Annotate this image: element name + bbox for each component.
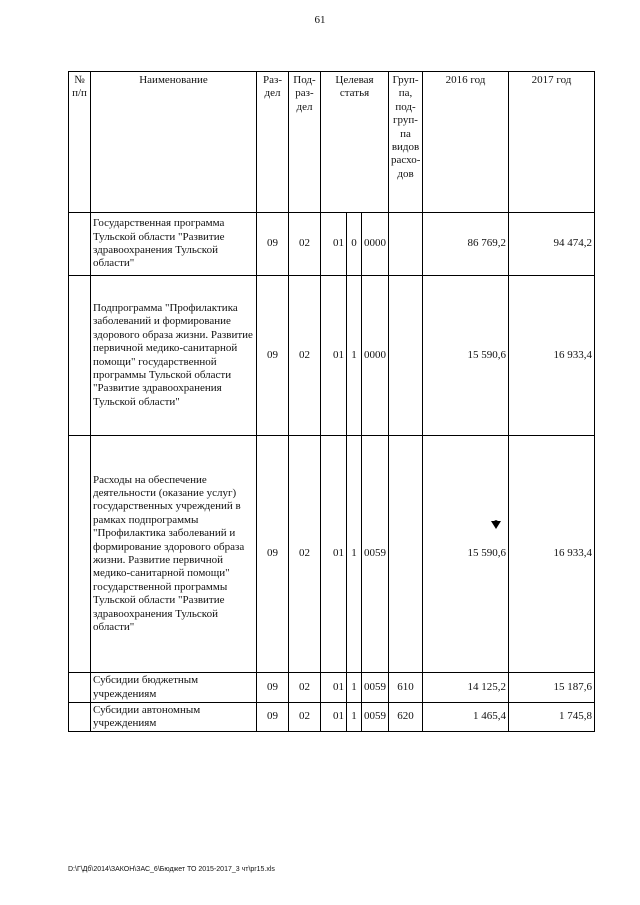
row-name: Расходы на обеспечение деятельности (оказание услуг) государственных учреждений в рамках подпрограммы "Профилактика заболеваний и формирование здорового образа жизни. Развитие первичной медико-санитарной помощи" государственной программы Тульской области "Развитие здравоохранения Тульской области" <box>91 436 257 673</box>
row-target-subprogram: 0 <box>347 213 362 276</box>
row-target-program: 01 <box>321 703 347 732</box>
header-name: Наименование <box>91 72 257 213</box>
row-expense-group <box>389 213 423 276</box>
row-amount-2017: 15 187,6 <box>509 673 595 703</box>
row-target-subprogram: 1 <box>347 703 362 732</box>
row-num <box>69 276 91 436</box>
table-row <box>69 436 595 673</box>
row-target-direction: 0000 <box>362 213 389 276</box>
row-target-direction: 0000 <box>362 276 389 436</box>
row-num <box>69 436 91 673</box>
row-name: Субсидии бюджетным учреждениям <box>91 673 257 703</box>
row-amount-2017: 1 745,8 <box>509 703 595 732</box>
row-subsection: 02 <box>289 703 321 732</box>
row-subsection: 02 <box>289 673 321 703</box>
row-target-subprogram: 1 <box>347 436 362 673</box>
row-amount-2016: 1 465,4 <box>423 703 509 732</box>
header-target-article: Целевая статья <box>321 72 389 213</box>
row-target-direction: 0059 <box>362 436 389 673</box>
row-amount-2016: 15 590,6 <box>423 276 509 436</box>
row-target-subprogram: 1 <box>347 673 362 703</box>
header-subsection: Под-раз-дел <box>289 72 321 213</box>
row-subsection: 02 <box>289 213 321 276</box>
row-section: 09 <box>257 436 289 673</box>
row-amount-2016: 14 125,2 <box>423 673 509 703</box>
header-year-2016: 2016 год <box>423 72 509 213</box>
row-target-subprogram: 1 <box>347 276 362 436</box>
row-target-program: 01 <box>321 276 347 436</box>
row-name: Государственная программа Тульской области "Развитие здравоохранения Тульской области" <box>91 213 257 276</box>
table-header-row <box>69 72 595 213</box>
row-num <box>69 673 91 703</box>
table-row <box>69 213 595 276</box>
scan-mark-icon <box>490 520 502 530</box>
row-expense-group: 620 <box>389 703 423 732</box>
header-year-2017: 2017 год <box>509 72 595 213</box>
row-amount-2016: 15 590,6 <box>423 436 509 673</box>
header-section: Раз-дел <box>257 72 289 213</box>
row-subsection: 02 <box>289 276 321 436</box>
table-row <box>69 703 595 732</box>
row-amount-2017: 16 933,4 <box>509 276 595 436</box>
row-section: 09 <box>257 213 289 276</box>
row-section: 09 <box>257 673 289 703</box>
row-expense-group <box>389 436 423 673</box>
row-name: Подпрограмма "Профилактика заболеваний и формирование здорового образа жизни. Развитие первичной медико-санитарной помощи" государственной программы Тульской области "Развитие здравоохранения Тульской области" <box>91 276 257 436</box>
row-num <box>69 213 91 276</box>
footer-file-path: D:\Г\Дб\2014\ЗАКОН\ЗАС_6\Бюджет ТО 2015-2017_3 чт\pr15.xls <box>68 866 275 873</box>
row-target-program: 01 <box>321 436 347 673</box>
budget-table <box>68 71 595 732</box>
row-target-program: 01 <box>321 673 347 703</box>
row-section: 09 <box>257 703 289 732</box>
page-number: 61 <box>314 14 326 26</box>
table-row <box>69 276 595 436</box>
row-target-program: 01 <box>321 213 347 276</box>
row-amount-2017: 16 933,4 <box>509 436 595 673</box>
header-num: № п/п <box>69 72 91 213</box>
row-target-direction: 0059 <box>362 673 389 703</box>
row-expense-group <box>389 276 423 436</box>
row-subsection: 02 <box>289 436 321 673</box>
row-section: 09 <box>257 276 289 436</box>
row-name: Субсидии автономным учреждениям <box>91 703 257 732</box>
row-amount-2017: 94 474,2 <box>509 213 595 276</box>
header-expense-group: Груп-па, под-груп-па видов расхо-дов <box>389 72 423 213</box>
row-target-direction: 0059 <box>362 703 389 732</box>
row-expense-group: 610 <box>389 673 423 703</box>
row-num <box>69 703 91 732</box>
row-amount-2016: 86 769,2 <box>423 213 509 276</box>
table-row <box>69 673 595 703</box>
